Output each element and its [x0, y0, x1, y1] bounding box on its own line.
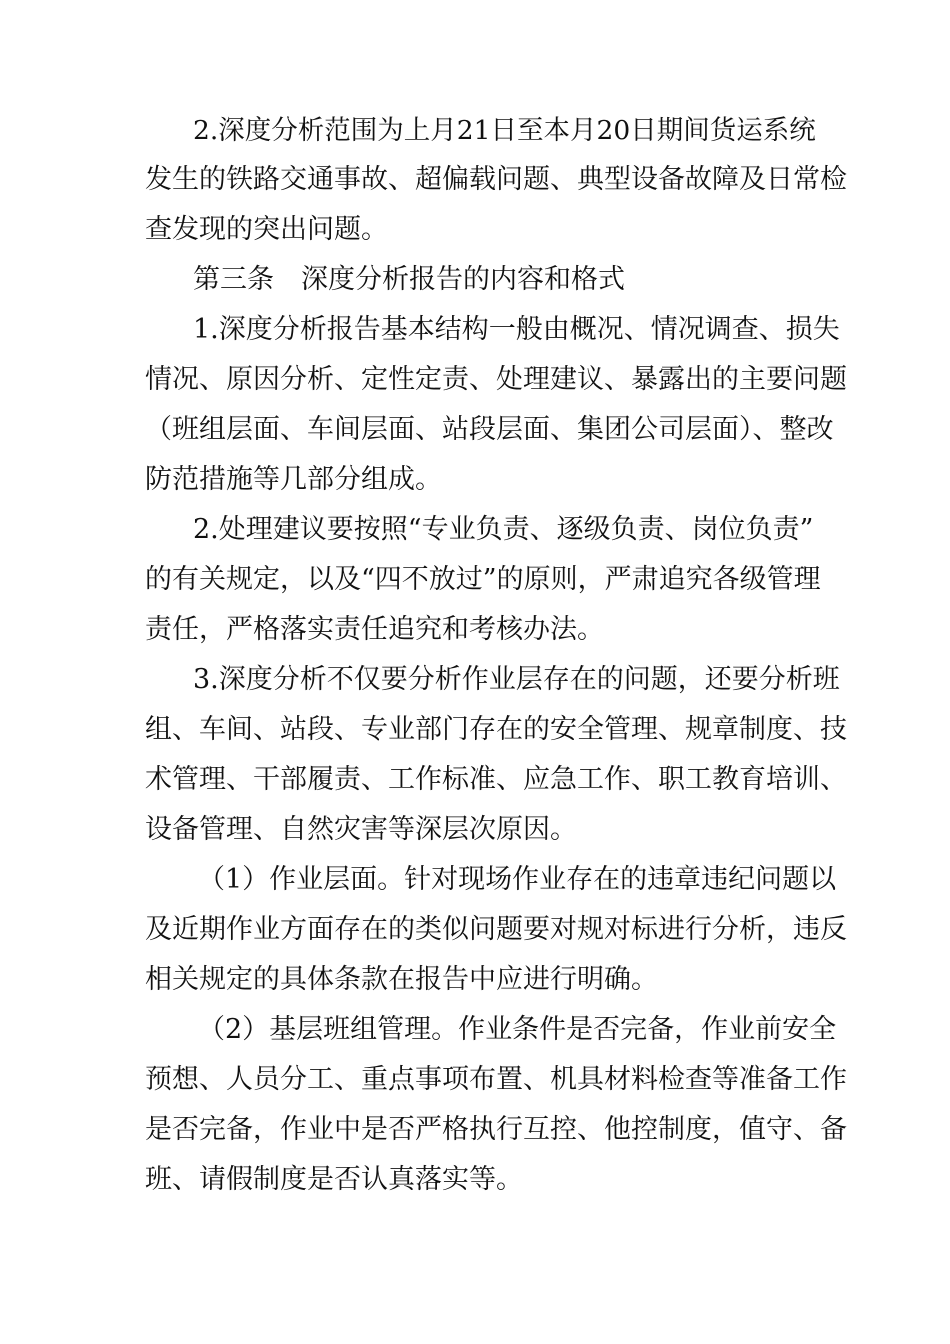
paragraph-6-line-1: （2）基层班组管理。作业条件是否完备，作业前安全	[198, 1014, 837, 1045]
paragraph-6-line-4: 班、请假制度是否认真落实等。	[145, 1164, 523, 1195]
paragraph-2-line-3: （班组层面、车间层面、站段层面、集团公司层面）、整改	[145, 414, 834, 445]
paragraph-1-line-1: 2.深度分析范围为上月21日至本月20日期间货运系统	[193, 115, 816, 146]
paragraph-1-line-2: 发生的铁路交通事故、超偏载问题、典型设备故障及日常检	[145, 164, 847, 195]
paragraph-4-line-2: 组、车间、站段、专业部门存在的安全管理、规章制度、技	[145, 714, 847, 745]
paragraph-6-line-2: 预想、人员分工、重点事项布置、机具材料检查等准备工作	[145, 1064, 847, 1095]
section-heading-article-3: 第三条 深度分析报告的内容和格式	[193, 264, 625, 295]
paragraph-4-line-3: 术管理、干部履责、工作标准、应急工作、职工教育培训、	[145, 764, 847, 795]
paragraph-1-line-3: 查发现的突出问题。	[145, 214, 388, 245]
paragraph-3-line-2: 的有关规定，以及“四不放过”的原则，严肃追究各级管理	[145, 564, 821, 595]
paragraph-2-line-4: 防范措施等几部分组成。	[145, 464, 442, 495]
paragraph-4-line-4: 设备管理、自然灾害等深层次原因。	[145, 814, 577, 845]
paragraph-5-line-3: 相关规定的具体条款在报告中应进行明确。	[145, 964, 658, 995]
paragraph-5-line-1: （1）作业层面。针对现场作业存在的违章违纪问题以	[198, 864, 837, 895]
paragraph-3-line-3: 责任，严格落实责任追究和考核办法。	[145, 614, 604, 645]
paragraph-2-line-2: 情况、原因分析、定性定责、处理建议、暴露出的主要问题	[145, 364, 847, 395]
paragraph-3-line-1: 2.处理建议要按照“专业负责、逐级负责、岗位负责”	[193, 514, 814, 545]
paragraph-5-line-2: 及近期作业方面存在的类似问题要对规对标进行分析，违反	[145, 914, 847, 945]
paragraph-6-line-3: 是否完备，作业中是否严格执行互控、他控制度，值守、备	[145, 1114, 847, 1145]
paragraph-4-line-1: 3.深度分析不仅要分析作业层存在的问题，还要分析班	[193, 664, 840, 695]
paragraph-2-line-1: 1.深度分析报告基本结构一般由概况、情况调查、损失	[193, 314, 840, 345]
